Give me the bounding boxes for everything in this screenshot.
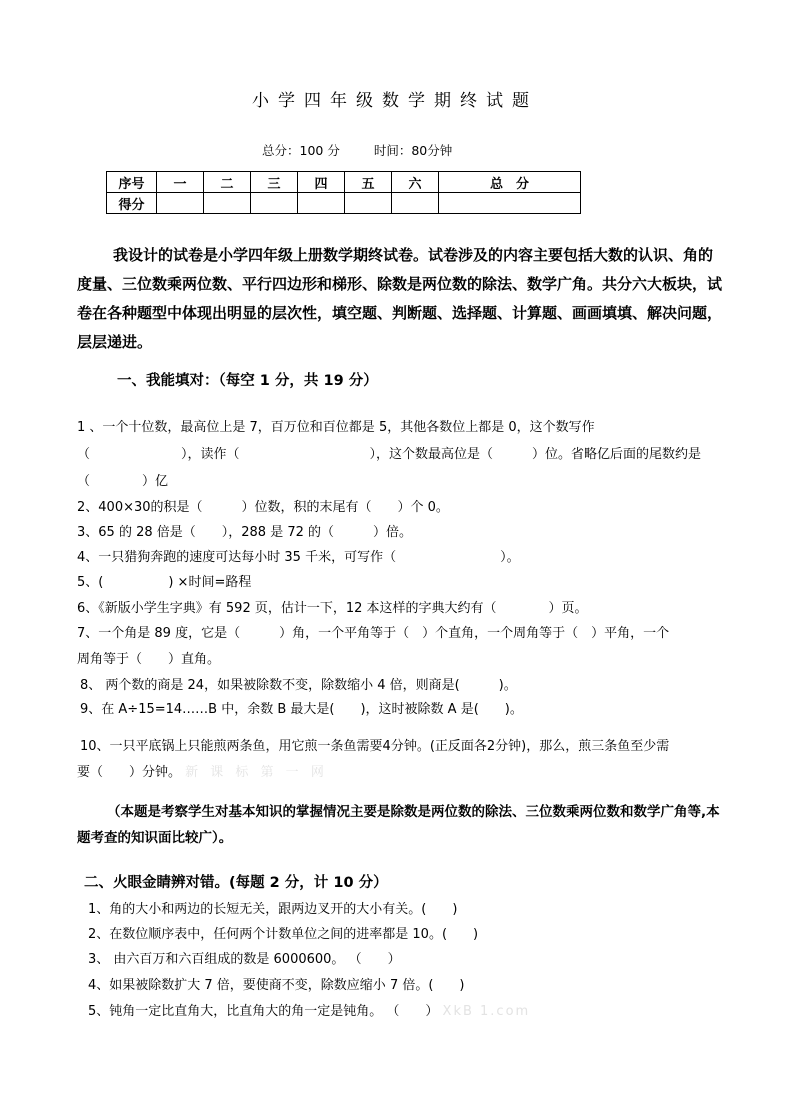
page-title: 小学四年级数学期终试题 xyxy=(252,91,538,111)
score-header-cell: 五 xyxy=(345,172,392,193)
score-table-score-row xyxy=(107,193,581,214)
question-7-line-1: 7、一个角是 89 度，它是（ ）角，一个平角等于（ ）个直角，一个周角等于（ ）平角，一个 xyxy=(77,626,670,641)
section-1-note: （本题是考察学生对基本知识的掌握情况主要是除数是两位数的除法、三位数乘两位数和数学广角等,本题考查的知识面比较广）。 xyxy=(77,804,720,846)
score-cell[interactable] xyxy=(392,193,439,214)
watermark-text: 新 课 标 第 一 网 xyxy=(185,765,328,780)
question-8: 8、 两个数的商是 24，如果被除数不变，除数缩小 4 倍，则商是( )。 xyxy=(80,678,517,693)
score-table xyxy=(106,171,581,214)
score-header-cell: 三 xyxy=(251,172,298,193)
judge-item-4: 4、如果被除数扩大 7 倍，要使商不变，除数应缩小 7 倍。( ) xyxy=(88,978,465,993)
score-header-cell: 二 xyxy=(204,172,251,193)
question-7-line-2: 周角等于（ ）直角。 xyxy=(77,652,221,667)
score-header-cell: 一 xyxy=(157,172,204,193)
question-3: 3、65 的 28 倍是（ ），288 是 72 的（ ）倍。 xyxy=(77,525,413,540)
score-header-total: 总 分 xyxy=(439,172,581,193)
score-cell[interactable] xyxy=(345,193,392,214)
score-header-cell: 六 xyxy=(392,172,439,193)
score-row-label: 得分 xyxy=(107,193,157,214)
question-2: 2、400×30的积是（ ）位数，积的末尾有（ ）个 0。 xyxy=(77,500,449,515)
question-10-text: 要（ ）分钟。 xyxy=(77,765,182,780)
score-cell-total[interactable] xyxy=(439,193,581,214)
score-cell[interactable] xyxy=(298,193,345,214)
judge-item-5-row xyxy=(88,1000,530,1019)
question-6: 6、《新版小学生字典》有 592 页，估计一下，12 本这样的字典大约有（ ）页。 xyxy=(77,601,588,616)
question-9: 9、在 A÷15=14……B 中，余数 B 最大是( )，这时被除数 A 是( )。 xyxy=(80,702,523,717)
judge-item-3: 3、 由六百万和六百组成的数是 6000600。 （ ） xyxy=(88,952,401,967)
question-1-line-3: （ ）亿 xyxy=(77,474,169,489)
question-4: 4、一只猎狗奔跑的速度可达每小时 35 千米，可写作（ ）。 xyxy=(77,550,520,565)
question-1-line-1: 1 、一个十位数，最高位上是 7，百万位和百位都是 5，其他各数位上都是 0，这个数写作 xyxy=(77,420,595,435)
intro-paragraph: 我设计的试卷是小学四年级上册数学期终试卷。试卷涉及的内容主要包括大数的认识、角的度量、三位数乘两位数、平行四边形和梯形、除数是两位数的除法、数学广角。共分六大板块，试卷在各种题型中体现出明显的层次性，填空题、判断题、选择题、计算题、画画填填、解决问题，层层递进。 xyxy=(77,246,723,351)
time-label: 时间：80分钟 xyxy=(373,143,453,158)
question-5: 5、( ) ×时间=路程 xyxy=(77,575,252,590)
section-2-heading: 二、火眼金睛辨对错。(每题 2 分，计 10 分） xyxy=(84,875,388,891)
score-cell[interactable] xyxy=(157,193,204,214)
question-10-line-1: 10、一只平底锅上只能煎两条鱼，用它煎一条鱼需要4分钟。(正反面各2分钟)，那么，煎三条鱼至少需 xyxy=(80,739,670,754)
section-1-heading: 一、我能填对：（每空 1 分，共 19 分） xyxy=(117,373,378,389)
judge-item-5: 5、钝角一定比直角大，比直角大的角一定是钝角。 （ ） xyxy=(88,1004,439,1019)
score-header-cell: 序号 xyxy=(107,172,157,193)
score-cell[interactable] xyxy=(204,193,251,214)
question-10-line-2 xyxy=(77,761,328,780)
total-score-label: 总分：100 分 xyxy=(262,143,340,158)
judge-item-2: 2、在数位顺序表中，任何两个计数单位之间的进率都是 10。( ) xyxy=(88,927,479,942)
judge-item-1: 1、角的大小和两边的长短无关，跟两边叉开的大小有关。( ) xyxy=(88,902,458,917)
question-1-line-2: （ ），读作（ ），这个数最高位是（ ）位。省略亿后面的尾数约是 xyxy=(77,447,702,462)
exam-meta xyxy=(262,141,482,159)
score-header-cell: 四 xyxy=(298,172,345,193)
score-table-header-row xyxy=(107,172,581,193)
score-cell[interactable] xyxy=(251,193,298,214)
watermark-text: XkB 1.com xyxy=(442,1004,531,1019)
